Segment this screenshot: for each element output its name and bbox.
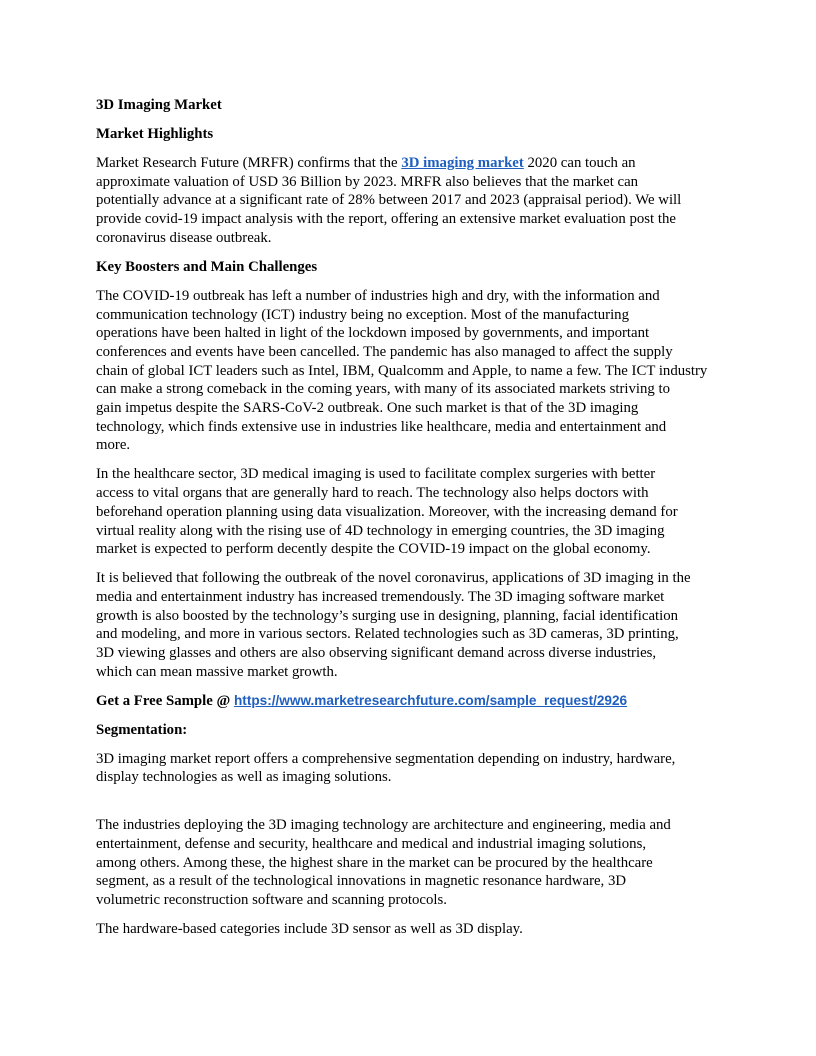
paragraph-line: The hardware-based categories include 3D sensor as well as 3D display. xyxy=(96,920,523,937)
document-title: 3D Imaging Market xyxy=(96,97,222,113)
text: Market Research Future (MRFR) confirms that the xyxy=(96,155,402,171)
paragraph-line: 3D viewing glasses and others are also observing significant demand across diverse industries, xyxy=(96,645,657,662)
3d-imaging-market-link[interactable]: 3D imaging market xyxy=(401,155,524,171)
paragraph-line: chain of global ICT leaders such as Intel, IBM, Qualcomm and Apple, to name a few. The ICT industry xyxy=(96,362,708,379)
paragraph-line: which can mean massive market growth. xyxy=(96,663,338,680)
paragraph-line: coronavirus disease outbreak. xyxy=(96,229,272,246)
paragraph-line: conferences and events have been cancelled. The pandemic has also managed to affect the supply xyxy=(96,343,673,360)
paragraph-line: can make a strong comeback in the coming years, with many of its associated markets striving to xyxy=(96,381,671,398)
paragraph-line: segment, as a result of the technological innovations in magnetic resonance hardware, 3D xyxy=(96,873,627,890)
paragraph-line: In the healthcare sector, 3D medical imaging is used to facilitate complex surgeries with better xyxy=(96,466,656,483)
sample-request-link[interactable]: https://www.marketresearchfuture.com/sample_request/2926 xyxy=(234,692,628,708)
paragraph-line: The COVID-19 outbreak has left a number of industries high and dry, with the information and xyxy=(96,287,660,304)
free-sample-label: Get a Free Sample @ xyxy=(96,692,234,709)
paragraph-line: entertainment, defense and security, healthcare and medical and industrial imaging solutions, xyxy=(96,835,647,852)
paragraph xyxy=(96,287,736,455)
paragraph-line: and modeling, and more in various sectors. Related technologies such as 3D cameras, 3D printing, xyxy=(96,626,679,643)
paragraph-line: The industries deploying the 3D imaging technology are architecture and engineering, media and xyxy=(96,817,671,834)
document-page xyxy=(96,96,736,949)
paragraph-line: technology, which finds extensive use in industries like healthcare, media and entertainment and xyxy=(96,418,667,435)
heading-segmentation: Segmentation: xyxy=(96,721,188,738)
text: 2020 can touch an xyxy=(523,155,636,171)
paragraph-line: approximate valuation of USD 36 Billion by 2023. MRFR also believes that the market can xyxy=(96,173,639,190)
paragraph xyxy=(96,920,736,939)
paragraph xyxy=(96,816,736,910)
paragraph-line: media and entertainment industry has increased tremendously. The 3D imaging software market xyxy=(96,588,665,605)
paragraph-line: beforehand operation planning using data visualization. Moreover, with the increasing demand for xyxy=(96,503,678,520)
heading-market-highlights: Market Highlights xyxy=(96,126,214,142)
paragraph-line: virtual reality along with the rising use of 4D technology in emerging countries, the 3D imaging xyxy=(96,522,665,539)
paragraph-line: display technologies as well as imaging solutions. xyxy=(96,769,392,786)
paragraph-line: potentially advance at a significant rate of 28% between 2017 and 2023 (appraisal period). We will xyxy=(96,192,682,209)
paragraph-highlights xyxy=(96,154,736,248)
paragraph-line: access to vital organs that are generally hard to reach. The technology also helps doctors with xyxy=(96,485,649,502)
paragraph-line: provide covid-19 impact analysis with the report, offering an extensive market evaluation post the xyxy=(96,211,676,228)
paragraph-line: growth is also boosted by the technology’s surging use in designing, planning, facial identification xyxy=(96,607,679,624)
paragraph-line: gain impetus despite the SARS-CoV-2 outbreak. One such market is that of the 3D imaging xyxy=(96,400,639,417)
paragraph-line: 3D imaging market report offers a comprehensive segmentation depending on industry, hardware, xyxy=(96,750,676,767)
free-sample-line xyxy=(96,692,736,711)
paragraph-line: It is believed that following the outbreak of the novel coronavirus, applications of 3D imaging in the xyxy=(96,570,691,587)
paragraph-line: volumetric reconstruction software and scanning protocols. xyxy=(96,891,447,908)
paragraph xyxy=(96,465,736,559)
paragraph xyxy=(96,569,736,681)
paragraph-line: more. xyxy=(96,437,131,454)
heading-key-boosters: Key Boosters and Main Challenges xyxy=(96,258,318,275)
paragraph-line: among others. Among these, the highest share in the market can be procured by the healthcare xyxy=(96,854,653,871)
paragraph xyxy=(96,750,736,787)
paragraph-line: market is expected to perform decently despite the COVID-19 impact on the global economy. xyxy=(96,541,651,558)
paragraph-line: operations have been halted in light of the lockdown imposed by governments, and important xyxy=(96,325,650,342)
paragraph-line xyxy=(96,154,736,173)
paragraph-line: communication technology (ICT) industry being no exception. Most of the manufacturing xyxy=(96,306,629,323)
